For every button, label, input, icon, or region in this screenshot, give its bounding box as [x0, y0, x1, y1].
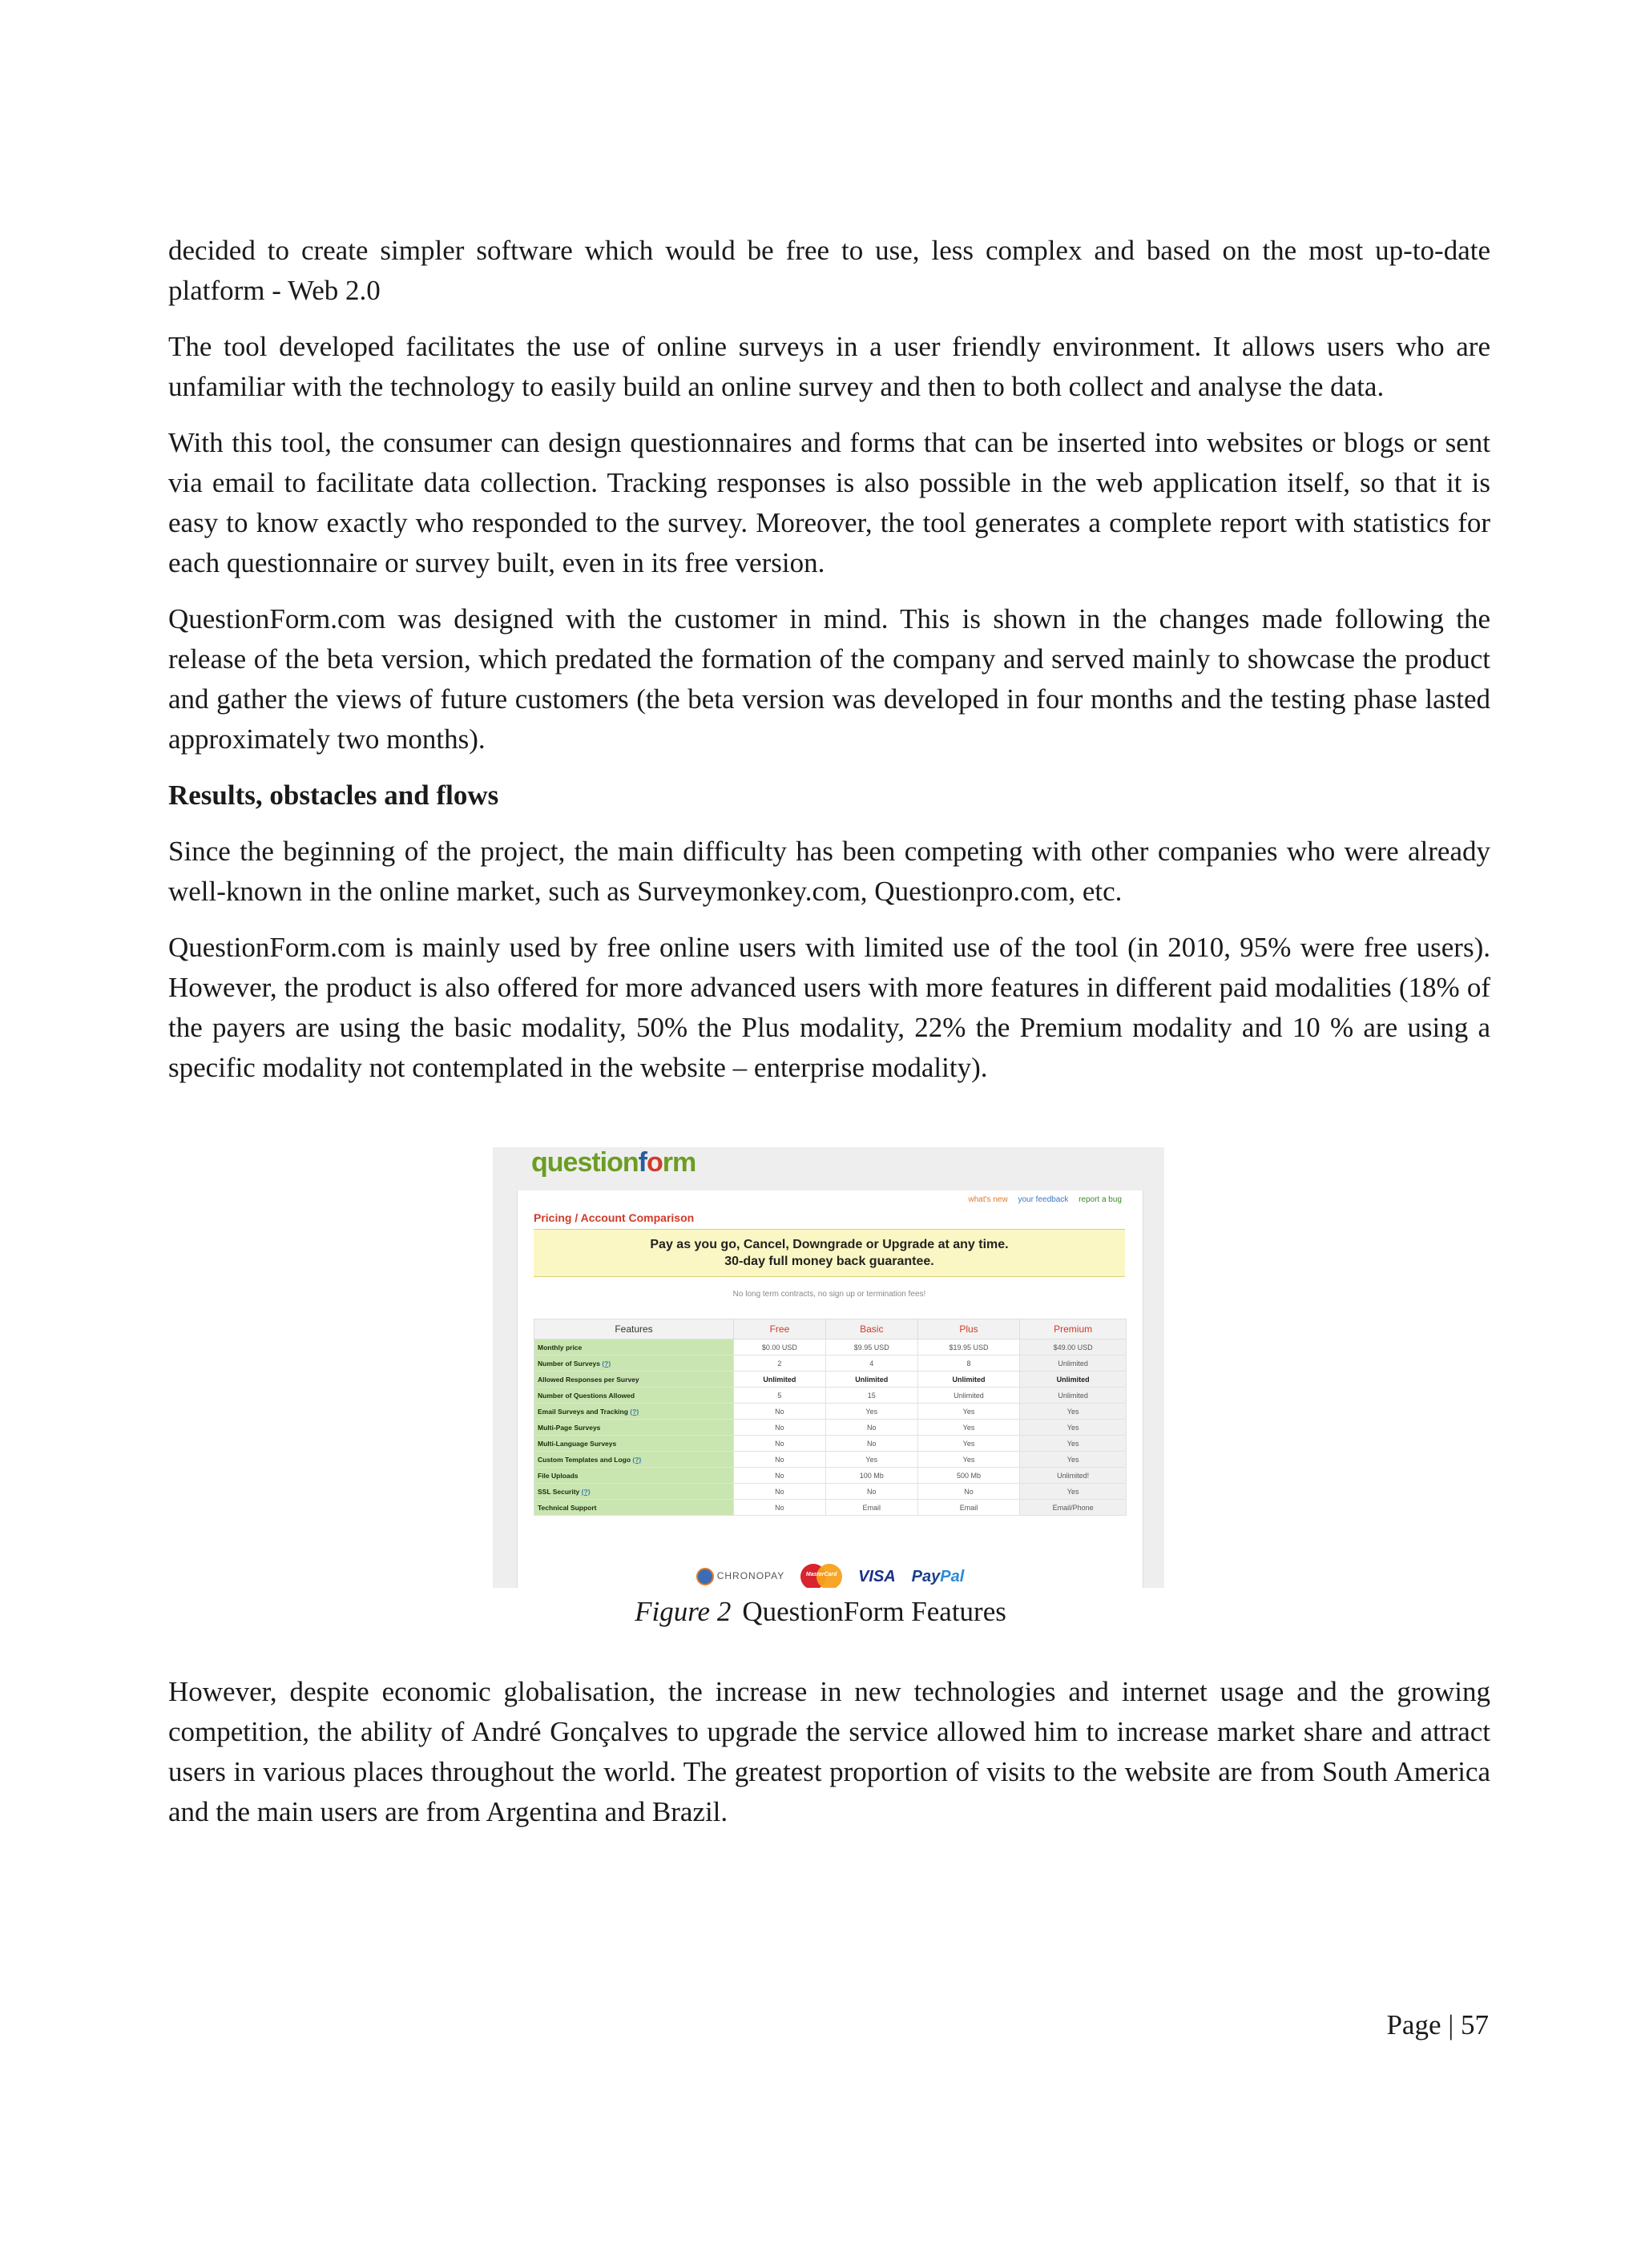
table-cell: Unlimited!	[1020, 1468, 1127, 1484]
paragraph: The tool developed facilitates the use of online surveys in a user friendly environment. It allows users who are unfamiliar with the technology to easily build an online survey and then to both collect and analyse the data.	[168, 331, 1490, 402]
table-cell: No	[825, 1484, 917, 1500]
banner-line: Pay as you go, Cancel, Downgrade or Upgrade at any time.	[650, 1238, 1009, 1251]
table-cell: Yes	[1020, 1420, 1127, 1436]
column-header: Plus	[917, 1319, 1020, 1339]
table-row	[534, 1339, 1127, 1356]
table-cell: 4	[825, 1356, 917, 1372]
paragraph: QuestionForm.com was designed with the customer in mind. This is shown in the changes made following the release of the beta version, which predated the formation of the company and served mainly to showcase the product and gather the views of future customers (the beta version was developed in four months and the testing phase lasted approximately two months).	[168, 603, 1490, 755]
table-header-row	[534, 1319, 1127, 1339]
table-row	[534, 1436, 1127, 1452]
table-cell: Unlimited	[917, 1388, 1020, 1404]
table-cell: Yes	[917, 1436, 1020, 1452]
pricing-title: Pricing / Account Comparison	[534, 1211, 695, 1224]
table-row	[534, 1452, 1127, 1468]
table-cell: Yes	[1020, 1404, 1127, 1420]
table-cell: No	[825, 1420, 917, 1436]
table-cell: Unlimited	[734, 1372, 826, 1388]
paypal-logo: PayPal	[911, 1567, 965, 1585]
page-body-continued	[168, 1672, 1490, 1848]
table-cell: Unlimited	[917, 1372, 1020, 1388]
help-link[interactable]: (?)	[630, 1407, 639, 1416]
table-cell: 100 Mb	[825, 1468, 917, 1484]
table-cell: $9.95 USD	[825, 1339, 917, 1356]
column-header: Free	[734, 1319, 826, 1339]
figure-header	[493, 1147, 1164, 1190]
no-contract-note: No long term contracts, no sign up or termination fees!	[732, 1290, 926, 1299]
questionform-logo: questionform	[531, 1147, 696, 1178]
figure-caption	[0, 1594, 1641, 1629]
help-link[interactable]: (?)	[581, 1487, 591, 1496]
mastercard-logo: MasterCard	[800, 1564, 842, 1588]
table-cell: Yes	[1020, 1436, 1127, 1452]
page-body	[168, 231, 1490, 1104]
table-cell: Yes	[1020, 1484, 1127, 1500]
table-row	[534, 1500, 1127, 1516]
visa-logo: VISA	[858, 1567, 896, 1585]
feature-name: Custom Templates and Logo (?)	[534, 1452, 734, 1468]
column-header: Premium	[1020, 1319, 1127, 1339]
table-cell: 5	[734, 1388, 826, 1404]
report-bug-link[interactable]: report a bug	[1079, 1195, 1122, 1204]
guarantee-banner	[534, 1229, 1125, 1277]
section-heading: Results, obstacles and flows	[168, 779, 499, 811]
table-cell: 2	[734, 1356, 826, 1372]
table-cell: Email/Phone	[1020, 1500, 1127, 1516]
table-cell: $0.00 USD	[734, 1339, 826, 1356]
table-cell: No	[734, 1404, 826, 1420]
table-cell: Yes	[825, 1452, 917, 1468]
table-row	[534, 1388, 1127, 1404]
feature-name: Multi-Page Surveys	[534, 1420, 734, 1436]
table-cell: 15	[825, 1388, 917, 1404]
table-cell: No	[917, 1484, 1020, 1500]
feature-name: Email Surveys and Tracking (?)	[534, 1404, 734, 1420]
paragraph: decided to create simpler software which would be free to use, less complex and based on the most up-to-date platform - Web 2.0	[168, 235, 1490, 306]
figure-screenshot	[493, 1147, 1164, 1588]
table-cell: Email	[825, 1500, 917, 1516]
table-cell: $19.95 USD	[917, 1339, 1020, 1356]
table-row	[534, 1356, 1127, 1372]
whats-new-link[interactable]: what's new	[968, 1195, 1008, 1204]
figure-caption-text: QuestionForm Features	[742, 1596, 1006, 1627]
table-cell: Yes	[1020, 1452, 1127, 1468]
feature-name: File Uploads	[534, 1468, 734, 1484]
table-row	[534, 1404, 1127, 1420]
table-cell: Unlimited	[1020, 1372, 1127, 1388]
table-cell: $49.00 USD	[1020, 1339, 1127, 1356]
feature-name: Number of Surveys (?)	[534, 1356, 734, 1372]
table-cell: Yes	[825, 1404, 917, 1420]
table-cell: No	[734, 1452, 826, 1468]
payment-logos	[518, 1564, 1143, 1588]
page-number: Page | 57	[1386, 2009, 1489, 2040]
feature-name: Technical Support	[534, 1500, 734, 1516]
table-cell: Email	[917, 1500, 1020, 1516]
pricing-table	[534, 1319, 1127, 1516]
table-row	[534, 1484, 1127, 1500]
paragraph: With this tool, the consumer can design questionnaires and forms that can be inserted into websites or blogs or sent via email to facilitate data collection. Tracking responses is also possible in the web application itself, so that it is easy to know exactly who responded to the survey. Moreover, the tool generates a complete report with statistics for each questionnaire or survey built, even in its free version.	[168, 427, 1490, 578]
feature-name: Monthly price	[534, 1339, 734, 1356]
feature-name: Number of Questions Allowed	[534, 1388, 734, 1404]
table-cell: Unlimited	[1020, 1388, 1127, 1404]
table-row	[534, 1372, 1127, 1388]
help-link[interactable]: (?)	[602, 1359, 611, 1368]
table-cell: Yes	[917, 1452, 1020, 1468]
table-cell: No	[734, 1436, 826, 1452]
table-cell: 500 Mb	[917, 1468, 1020, 1484]
feature-name: SSL Security (?)	[534, 1484, 734, 1500]
column-header: Features	[534, 1319, 734, 1339]
table-row	[534, 1468, 1127, 1484]
top-links	[961, 1195, 1122, 1204]
table-cell: No	[734, 1420, 826, 1436]
table-cell: No	[825, 1436, 917, 1452]
feature-name: Allowed Responses per Survey	[534, 1372, 734, 1388]
table-cell: No	[734, 1484, 826, 1500]
chronopay-logo: CHRONOPAY	[696, 1568, 785, 1585]
table-cell: Unlimited	[825, 1372, 917, 1388]
feature-name: Multi-Language Surveys	[534, 1436, 734, 1452]
table-cell: Yes	[917, 1404, 1020, 1420]
column-header: Basic	[825, 1319, 917, 1339]
feedback-link[interactable]: your feedback	[1018, 1195, 1069, 1204]
help-link[interactable]: (?)	[632, 1455, 642, 1464]
table-row	[534, 1420, 1127, 1436]
paragraph: Since the beginning of the project, the main difficulty has been competing with other companies who were already well-known in the online market, such as Surveymonkey.com, Questionpro.com, etc.	[168, 836, 1490, 907]
table-cell: 8	[917, 1356, 1020, 1372]
table-cell: No	[734, 1468, 826, 1484]
paragraph: QuestionForm.com is mainly used by free online users with limited use of the tool (in 2010, 95% were free users). However, the product is also offered for more advanced users with more features in different paid modalities (18% of the payers are using the basic modality, 50% the Plus modality, 22% the Premium modality and 10 % are using a specific modality not contemplated in the website – enterprise modality).	[168, 932, 1490, 1083]
pricing-panel	[517, 1190, 1143, 1588]
table-cell: Unlimited	[1020, 1356, 1127, 1372]
table-cell: No	[734, 1500, 826, 1516]
banner-line: 30-day full money back guarantee.	[724, 1255, 934, 1268]
chronopay-icon	[696, 1568, 714, 1585]
figure-label: Figure 2	[635, 1596, 732, 1627]
paragraph: However, despite economic globalisation, the increase in new technologies and internet usage and the growing competition, the ability of André Gonçalves to upgrade the service allowed him to increase market share and attract users in various places throughout the world. The greatest proportion of visits to the website are from South America and the main users are from Argentina and Brazil.	[168, 1676, 1490, 1827]
table-cell: Yes	[917, 1420, 1020, 1436]
